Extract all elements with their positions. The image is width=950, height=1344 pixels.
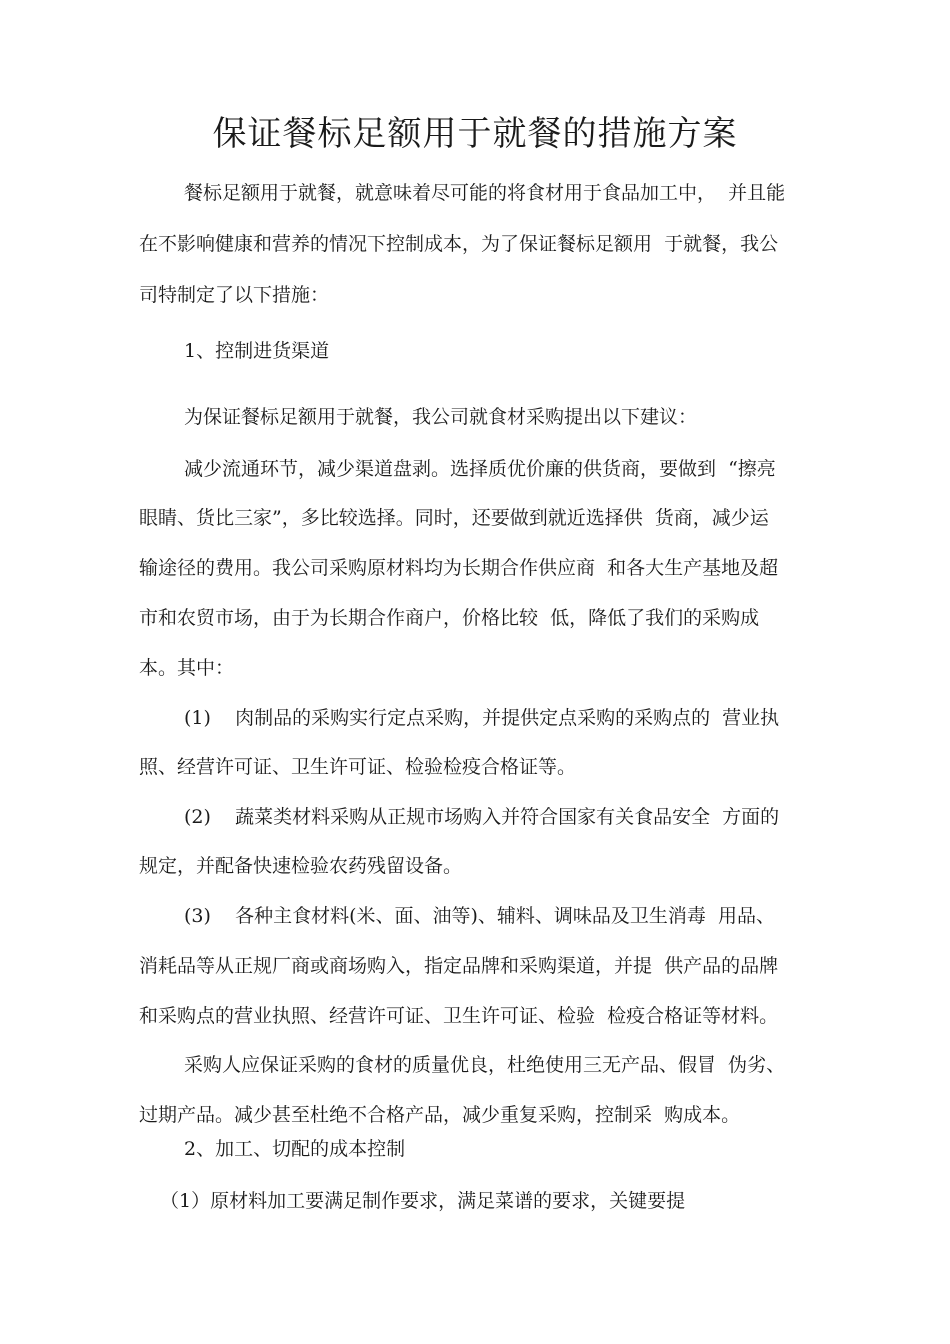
paragraph-line: 在不影响健康和营养的情况下控制成本，为了保证餐标足额用 于就餐，我公 <box>139 233 779 255</box>
paragraph-line: 为保证餐标足额用于就餐，我公司就食材采购提出以下建议： <box>184 406 698 428</box>
paragraph-line: 采购人应保证采购的食材的质量优良，杜绝使用三无产品、假冒 伪劣、 <box>184 1054 786 1076</box>
list-item-line: (1) 肉制品的采购实行定点采购，并提供定点采购的采购点的 营业执 <box>184 707 780 729</box>
paragraph-line: 输途径的费用。我公司采购原材料均为长期合作供应商 和各大生产基地及超 <box>139 557 779 579</box>
paragraph-line: 司特制定了以下措施： <box>139 284 330 306</box>
paragraph-line: 过期产品。减少甚至杜绝不合格产品，减少重复采购，控制采 购成本。 <box>139 1104 741 1126</box>
list-item-line: 照、经营许可证、卫生许可证、检验检疫合格证等。 <box>139 756 577 778</box>
document-title: 保证餐标足额用于就餐的措施方案 <box>212 114 738 154</box>
section-heading: 2、加工、切配的成本控制 <box>184 1138 406 1160</box>
list-item-line: 规定，并配备快速检验农药残留设备。 <box>139 855 463 877</box>
paragraph-line: 眼睛、货比三家”，多比较选择。同时，还要做到就近选择供 货商，减少运 <box>139 507 769 529</box>
section-heading: 1、控制进货渠道 <box>184 340 330 362</box>
list-item-line: (3) 各种主食材料(米、面、油等)、辅料、调味品及卫生消毒 用品、 <box>184 905 775 927</box>
list-item-line: (2) 蔬菜类材料采购从正规市场购入并符合国家有关食品安全 方面的 <box>184 806 780 828</box>
paragraph-line: 本。其中： <box>139 657 235 679</box>
list-item-line: 消耗品等从正规厂商或商场购入，指定品牌和采购渠道，并提 供产品的品牌 <box>139 955 779 977</box>
list-item-line: （1）原材料加工要满足制作要求，满足菜谱的要求，关键要提 <box>160 1190 686 1212</box>
paragraph-line: 餐标足额用于就餐，就意味着尽可能的将食材用于食品加工中， 并且能 <box>184 182 786 204</box>
list-item-line: 和采购点的营业执照、经营许可证、卫生许可证、检验 检疫合格证等材料。 <box>139 1005 779 1027</box>
paragraph-line: 减少流通环节，减少渠道盘剥。选择质优价廉的供货商，要做到 “擦亮 <box>184 458 776 480</box>
paragraph-line: 市和农贸市场，由于为长期合作商户，价格比较 低，降低了我们的采购成 <box>139 607 760 629</box>
